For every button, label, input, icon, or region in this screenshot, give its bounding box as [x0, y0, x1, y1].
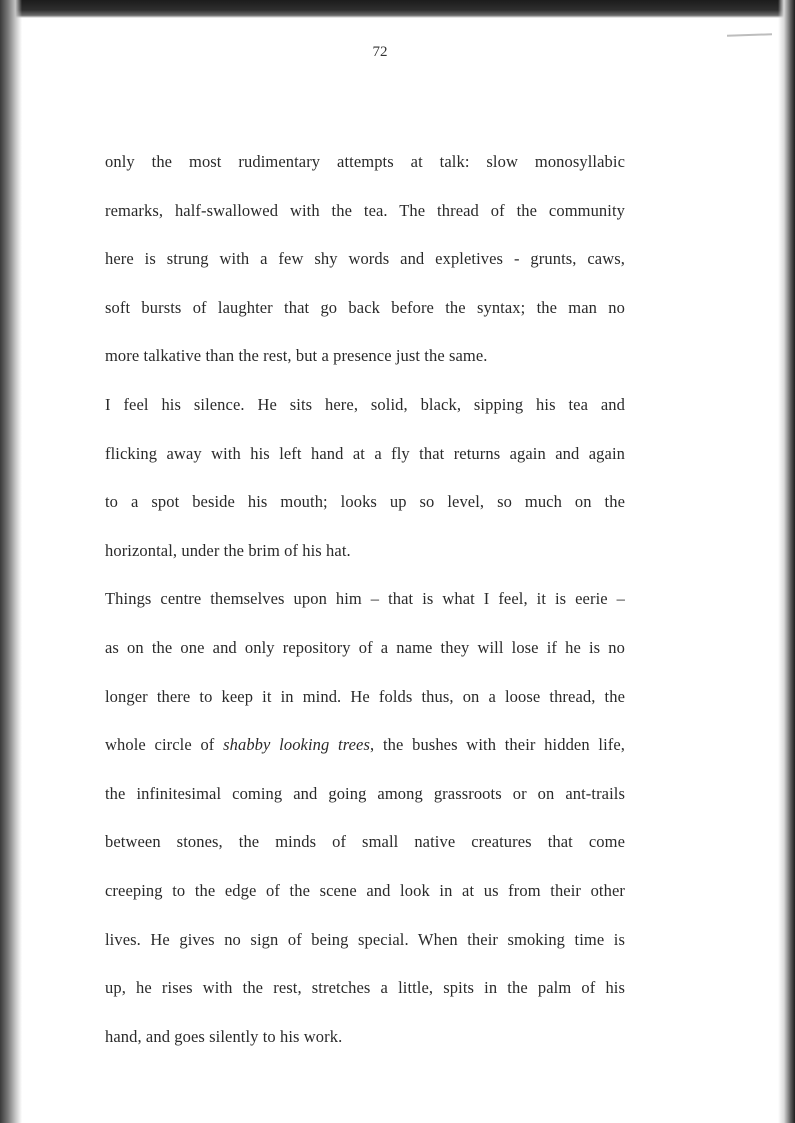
text-line: creeping to the edge of the scene and look in at us from their other: [105, 880, 625, 900]
text-line: the infinitesimal coming and going among grassroots or on ant-trails: [105, 783, 625, 803]
text-fragment: whole circle of: [105, 735, 224, 755]
text-line: between stones, the minds of small native creatures that come: [105, 832, 625, 852]
text-line: horizontal, under the brim of his hat.: [105, 540, 351, 560]
text-fragment: , the bushes with their hidden life,: [370, 735, 626, 755]
text-line: up, he rises with the rest, stretches a little, spits in the palm of his: [105, 978, 625, 998]
body-text: [105, 138, 625, 1061]
text-line: flicking away with his left hand at a fly that returns again and again: [105, 443, 625, 463]
scan-mark: [727, 33, 772, 37]
text-line: longer there to keep it in mind. He folds thus, on a loose thread, the: [105, 686, 625, 706]
text-line: remarks, half-swallowed with the tea. The thread of the community: [105, 200, 625, 220]
text-line: [105, 721, 625, 770]
text-line: hand, and goes silently to his work.: [105, 1026, 343, 1046]
text-line: Things centre themselves upon him – that is what I feel, it is eerie –: [105, 589, 625, 609]
scan-left-edge: [0, 0, 22, 1123]
text-line: lives. He gives no sign of being special. When their smoking time is: [105, 929, 625, 949]
page-number: 72: [372, 44, 388, 60]
scan-right-edge: [778, 0, 795, 1123]
text-line: I feel his silence. He sits here, solid, black, sipping his tea and: [105, 394, 625, 414]
text-line: as on the one and only repository of a name they will lose if he is no: [105, 637, 625, 657]
text-line: only the most rudimentary attempts at talk: slow monosyllabic: [105, 152, 625, 171]
scan-top-edge: [0, 0, 795, 18]
text-line: soft bursts of laughter that go back before the syntax; the man no: [105, 297, 625, 317]
text-line: to a spot beside his mouth; looks up so level, so much on the: [105, 492, 625, 512]
italic-phrase: shabby looking trees: [223, 735, 371, 755]
text-line: here is strung with a few shy words and expletives - grunts, caws,: [105, 249, 625, 269]
text-line: more talkative than the rest, but a presence just the same.: [105, 346, 488, 366]
